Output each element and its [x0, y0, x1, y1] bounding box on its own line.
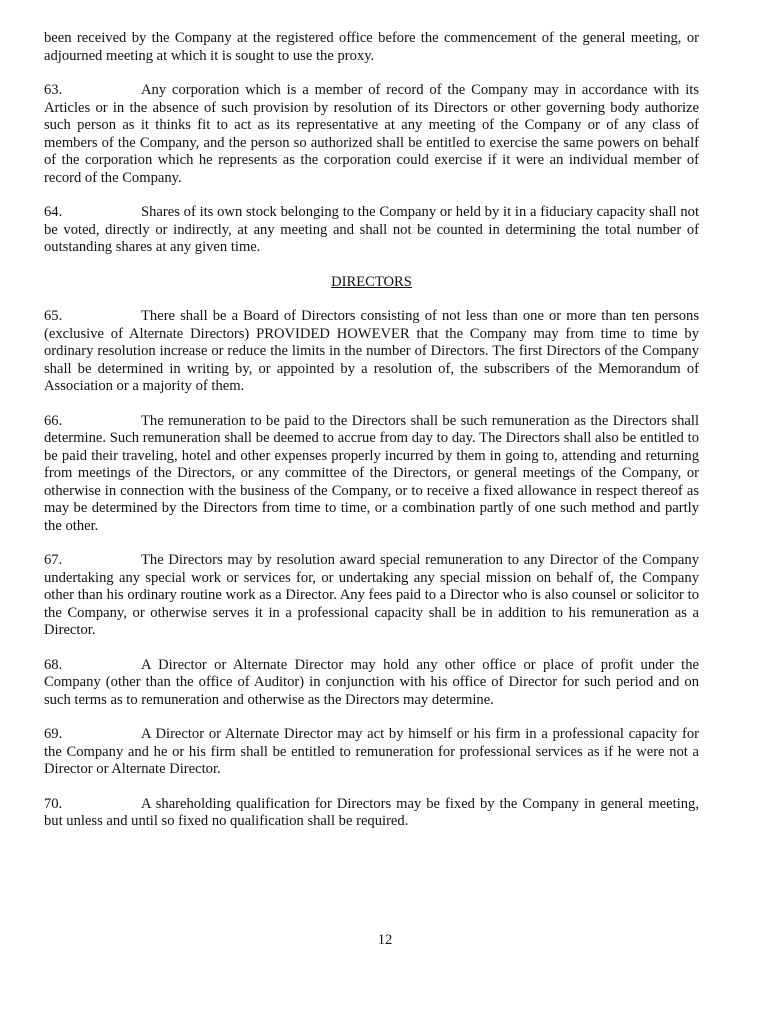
clause-number: 63.: [44, 82, 63, 98]
section-heading: DIRECTORS: [331, 273, 412, 290]
document-page: [44, 30, 699, 848]
clause-70: [44, 796, 699, 831]
clause-text: The Directors may by resolution award special remuneration to any Director of the Company undertaking any special work or services for, or undertaking any special mission on behalf of, the Company other than his ordinary routine work as a Director. Any fees paid to a Director who is also counsel or solicitor to the Company, or otherwise serves it in a professional capacity shall be in addition to his remuneration as a Director.: [44, 552, 699, 638]
clause-text: A shareholding qualification for Directors may be fixed by the Company in general meeting, but unless and until so fixed no qualification shall be required.: [44, 795, 699, 829]
clause-number: 70.: [44, 795, 63, 812]
continuation-paragraph: been received by the Company at the registered office before the commencement of the general meeting, or adjourned meeting at which it is sought to use the proxy.: [44, 30, 699, 64]
clause-68: [44, 657, 699, 710]
clause-number: 65.: [44, 308, 63, 324]
clause-number: 68.: [44, 656, 63, 673]
clause-text: A Director or Alternate Director may act by himself or his firm in a professional capacity for the Company and he or his firm shall be entitled to remuneration for professional services as if he were not a Director or Alternate Director.: [44, 726, 699, 777]
clause-69: [44, 726, 699, 779]
clause-text: There shall be a Board of Directors consisting of not less than one or more than ten persons (exclusive of Alternate Directors) PROVIDED HOWEVER that the Company may from time to time by ordinary resolution increase or reduce the limits in the number of Directors. The first Directors of the Company shall be determined in writing by, or appointed by a resolution of, the subscribers of the Memorandum of Association or a majority of them.: [44, 308, 699, 394]
clause-text: A Director or Alternate Director may hold any other office or place of profit under the Company (other than the office of Auditor) in conjunction with his office of Director for such period and on such terms as to remuneration and otherwise as the Directors may determine.: [44, 656, 699, 708]
clause-number: 67.: [44, 552, 63, 568]
clause-number: 64.: [44, 204, 63, 220]
clause-64: [44, 204, 699, 257]
clause-text: Any corporation which is a member of record of the Company may in accordance with its Articles or in the absence of such provision by resolution of its Directors or other governing body authorize such person as it thinks fit to act as its representative at any meeting of the Company or of any class of members of the Company, and the person so authorized shall be entitled to exercise the same powers on behalf of the corporation which he represents as the corporation could exercise if it were an individual member of record of the Company.: [44, 82, 699, 186]
clause-67: [44, 552, 699, 640]
clause-65: [44, 308, 699, 396]
clause-number: 66.: [44, 412, 63, 429]
clause-number: 69.: [44, 726, 63, 742]
page-number: 12: [377, 932, 393, 948]
clause-text: Shares of its own stock belonging to the Company or held by it in a fiduciary capacity shall not be voted, directly or indirectly, at any meeting and shall not be counted in determining the total number of outstanding shares at any given time.: [44, 204, 699, 255]
clause-63: [44, 82, 699, 187]
clause-text: The remuneration to be paid to the Directors shall be such remuneration as the Directors shall determine. Such remuneration shall be deemed to accrue from day to day. The Directors shall also be entitled to be paid their traveling, hotel and other expenses properly incurred by them in going to, attending and returning from meetings of the Directors, or any committee of the Directors, or general meetings of the Company, or otherwise in connection with the business of the Company, or to receive a fixed allowance in respect thereof as may be determined by the Directors from time to time, or a combination partly of one such method and partly the other.: [44, 412, 699, 534]
clause-66: [44, 413, 699, 536]
